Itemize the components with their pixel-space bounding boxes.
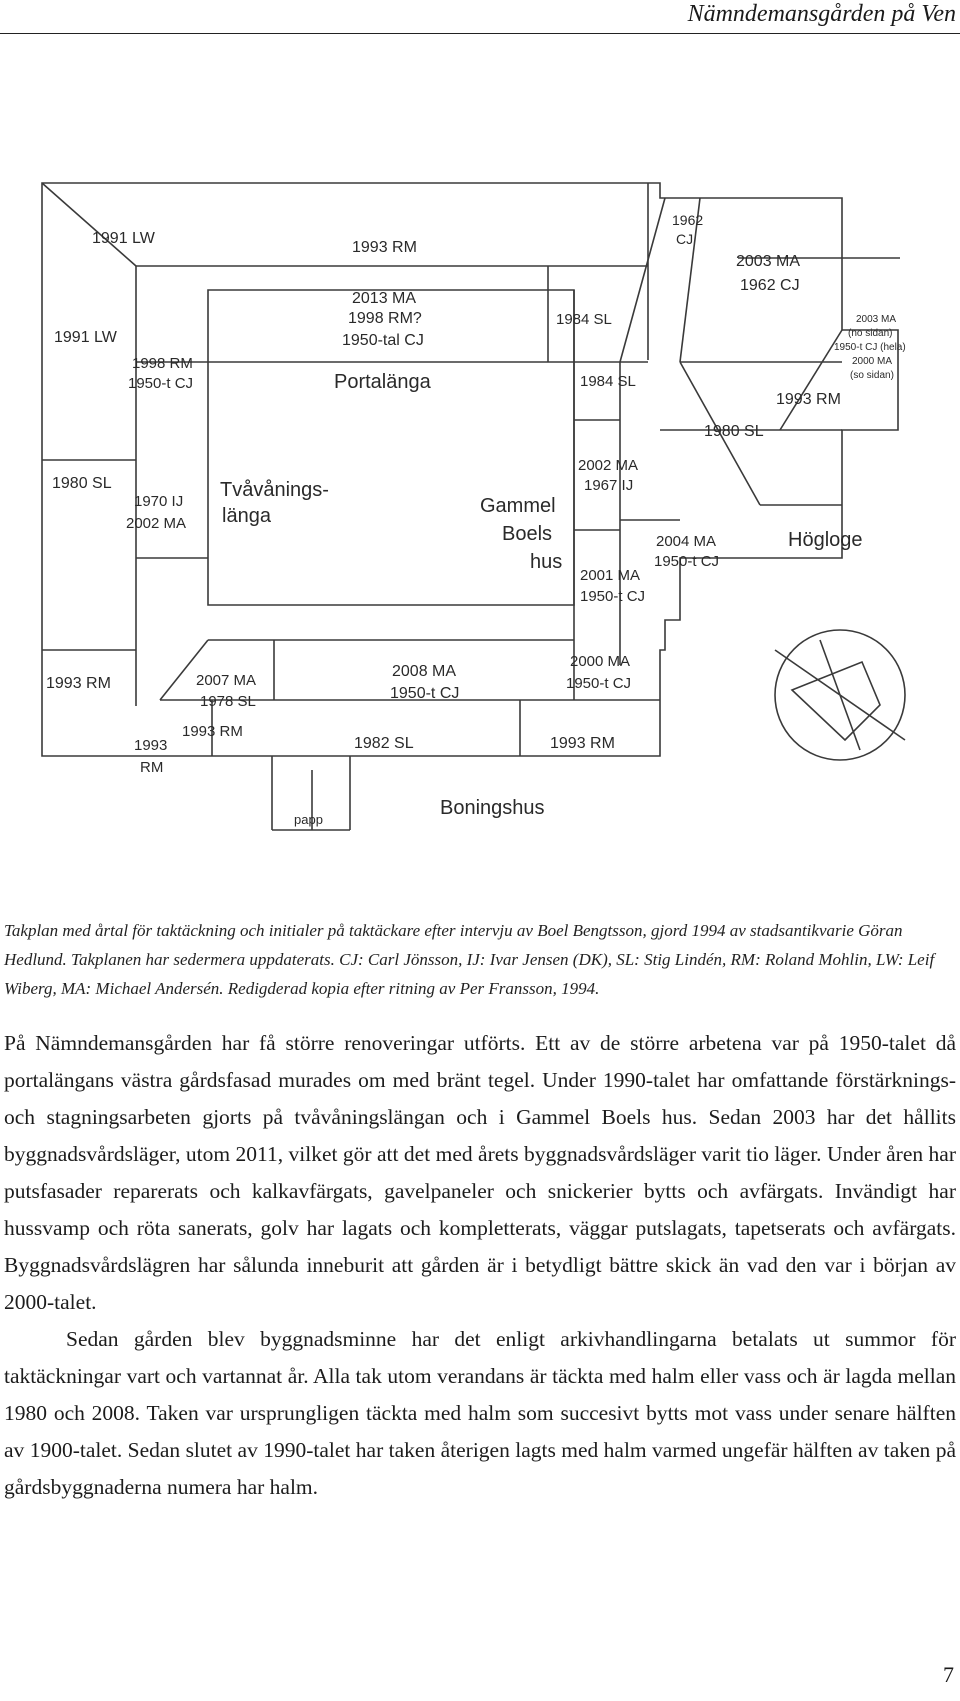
- label-gammel-3: hus: [530, 551, 563, 573]
- label-boning-west-inner: 1993 RM: [182, 723, 243, 740]
- label-sw-corner-2: 1978 SL: [200, 693, 256, 710]
- label-gammel-1: Gammel: [480, 495, 556, 517]
- paragraph-2: Sedan gården blev byggnadsminne har det enligt arkivhandlingarna betalats ut summor för taktäckningar vart och vartannat år. Alla tak utom verandans är täckta med halm eller vass och är lagda mellan 1980 och 2008. Taken var ursprungligen täckta med halm som succesivt bytts mot vass under senare hälften av 1900-talet. Sedan slutet av 1990-talet har taken återigen lagts med halm varmed ungefär hälften av taken på gårdsbyggnaderna numera har halm.: [4, 1327, 956, 1499]
- label-ne-big-1: 2003 MA: [736, 253, 801, 270]
- label-west-inner-mid-1: 1970 IJ: [134, 493, 184, 510]
- label-west-inner-mid-2: 2002 MA: [126, 515, 187, 532]
- label-nw-corner: 1991 LW: [92, 230, 155, 247]
- label-west-inner-top-2: 1950-t CJ: [128, 375, 194, 392]
- label-gammel-east-low-1: 2001 MA: [580, 567, 641, 584]
- label-tvavaning-1: Tvåvånings-: [220, 479, 329, 501]
- label-hogloge-west-1: 2004 MA: [656, 533, 717, 550]
- label-south-east-2: 1950-t CJ: [566, 675, 632, 692]
- label-portal-east: 1984 SL: [556, 311, 612, 328]
- label-sw-corner-1: 2007 MA: [196, 672, 257, 689]
- roof-plan: [0, 150, 960, 890]
- label-boning-east: 1993 RM: [550, 735, 615, 752]
- label-gammel-east-top: 1984 SL: [580, 373, 636, 390]
- label-hogloge-roof: 1993 RM: [776, 391, 841, 408]
- body-text: [4, 1025, 956, 1506]
- label-boning-mid: 1982 SL: [354, 735, 414, 752]
- label-west-inner-top-1: 1998 RM: [132, 355, 193, 372]
- label-ne-big-2: 1962 CJ: [740, 277, 800, 294]
- label-tiny-4: 2000 MA: [852, 356, 893, 367]
- label-portalanga: Portalänga: [334, 371, 431, 393]
- label-west-outer-low: 1993 RM: [46, 675, 111, 692]
- label-tiny-1: 2003 MA: [856, 314, 897, 325]
- label-south-court-1: 2008 MA: [392, 663, 457, 680]
- label-boningshus: Boningshus: [440, 797, 545, 819]
- paragraph-1: På Nämndemansgården har få större renoveringar utförts. Ett av de större arbetena var på 1950-talet då portalängans västra gårdsfasad murades om med bränt tegel. Under 1990-talet har omfattande förstärknings- och stagningsarbeten gjorts på tvåvåningslängan och i Gammel Boels hus. Sedan 2003 har det hållits byggnadsvårdsläger, utom 2011, vilket gör att det med årets byggnadsvårdsläger varit tio läger. Under åren har putsfasader reparerats och kalkavfärgats, gavelpaneler och snickerier bytts och avfärgats. Invändigt har hussvamp och röta sanerats, golv har lagats och kompletterats, väggar putslagats, tapetserats och avfärgats. Byggnadsvårdslägren har sålunda inneburit att gården är i betydligt bättre skick än vad den var i början av 2000-talet.: [4, 1031, 956, 1314]
- label-portal-court-3: 1950-tal CJ: [342, 332, 424, 349]
- label-gammel-2: Boels: [502, 523, 553, 545]
- label-tiny-2: (no sidan): [848, 328, 893, 339]
- label-portal-court-2: 1998 RM?: [348, 310, 422, 327]
- label-south-east-1: 2000 MA: [570, 653, 631, 670]
- running-header: [0, 0, 960, 34]
- roof-plan-drawing: [0, 150, 960, 890]
- label-south-court-2: 1950-t CJ: [390, 685, 460, 702]
- label-hogloge: Högloge: [788, 529, 863, 551]
- label-gammel-east-mid-1: 2002 MA: [578, 457, 639, 474]
- page-number: 7: [943, 1662, 954, 1687]
- figure-caption: Takplan med årtal för taktäckning och initialer på taktäckare efter intervju av Boel Bengtsson, gjord 1994 av stadsantikvarie Göran Hedlund. Takplanen har sedermera uppdaterats. CJ: Carl Jönsson, IJ: Ivar Jensen (DK), SL: Stig Lindén, RM: Roland Mohlin, LW: Leif Wiberg, MA: Michael Andersén. Redigderad kopia efter ritning av Per Fransson, 1994.: [4, 921, 935, 998]
- label-ne-small-2: CJ: [676, 231, 694, 247]
- label-tvavaning-2: länga: [222, 505, 271, 527]
- label-tiny-3: 1950-t CJ (hela): [834, 342, 906, 353]
- label-porch: papp: [294, 812, 323, 827]
- label-west-outer-mid: 1980 SL: [52, 475, 112, 492]
- label-boning-west-1: 1993: [134, 737, 168, 754]
- label-boning-west-2: RM: [140, 759, 164, 776]
- label-ne-small-1: 1962: [672, 212, 704, 228]
- label-hogloge-west-2: 1950-t CJ: [654, 553, 720, 570]
- running-title: Nämndemansgården på Ven: [687, 1, 956, 27]
- label-west-outer-top: 1991 LW: [54, 329, 117, 346]
- label-gammel-east-mid-2: 1967 IJ: [584, 477, 634, 494]
- plan-labels: [46, 212, 906, 827]
- label-gammel-east-low-2: 1950-t CJ: [580, 588, 646, 605]
- label-north-roof: 1993 RM: [352, 239, 417, 256]
- label-portal-court-1: 2013 MA: [352, 290, 417, 307]
- label-hogloge-mid: 1980 SL: [704, 423, 764, 440]
- label-tiny-5: (so sidan): [850, 370, 894, 381]
